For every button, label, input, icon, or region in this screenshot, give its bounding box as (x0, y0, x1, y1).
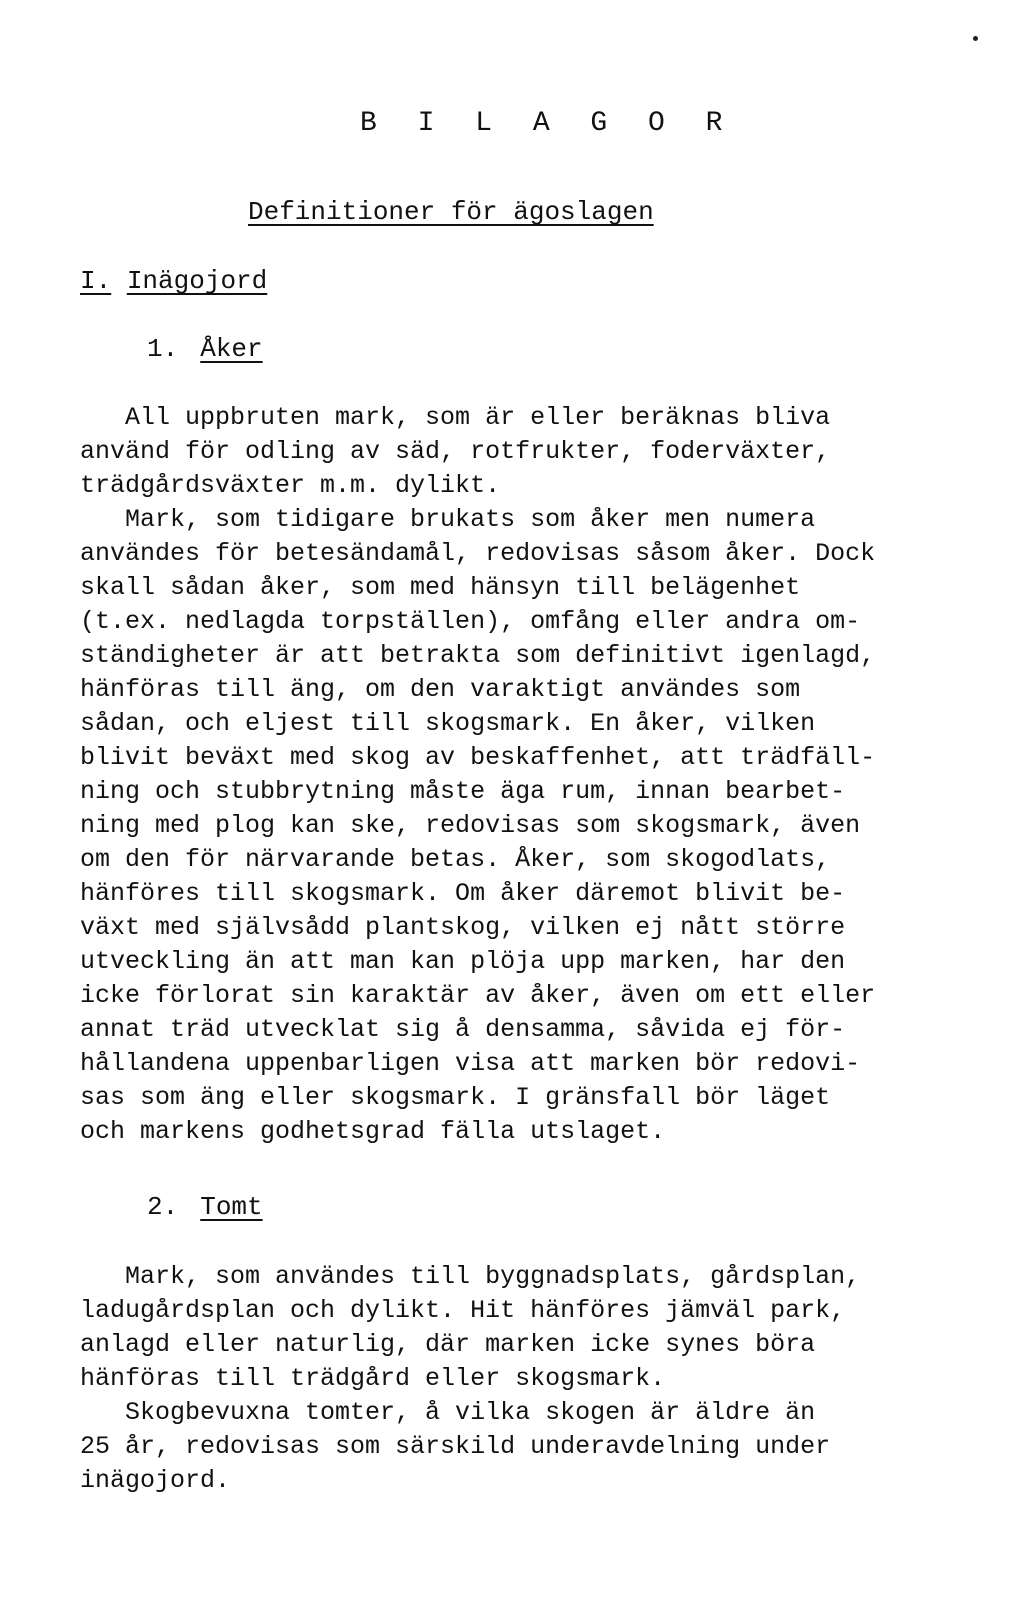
text-line: icke förlorat sin karaktär av åker, även om ett eller (80, 981, 876, 1010)
text-line: Skogbevuxna tomter, å vilka skogen är äldre än (80, 1398, 816, 1427)
text-line: använd för odling av säd, rotfrukter, foderväxter, (80, 437, 831, 466)
text-line: sas som äng eller skogsmark. I gränsfall bör läget (80, 1083, 831, 1112)
text-line: växt med självsådd plantskog, vilken ej nått större (80, 913, 846, 942)
text-line: om den för närvarande betas. Åker, som skogodlats, (80, 845, 831, 874)
section-heading (80, 266, 267, 296)
document-title: B I L A G O R (360, 108, 735, 139)
text-line: ning med plog kan ske, redovisas som skogsmark, även (80, 811, 861, 840)
text-line: hållandena uppenbarligen visa att marken bör redovi- (80, 1049, 861, 1078)
text-line: ning och stubbrytning måste äga rum, innan bearbet- (80, 777, 846, 806)
subsection-heading-aker (147, 334, 263, 364)
text-line: hänföres till skogsmark. Om åker däremot blivit be- (80, 879, 846, 908)
scan-speck (973, 36, 978, 41)
text-line: hänföras till trädgård eller skogsmark. (80, 1364, 666, 1393)
text-line: skall sådan åker, som med hänsyn till belägenhet (80, 573, 801, 602)
text-line: trädgårdsväxter m.m. dylikt. (80, 471, 501, 500)
text-line: (t.ex. nedlagda torpställen), omfång eller andra om- (80, 607, 861, 636)
text-line: utveckling än att man kan plöja upp marken, har den (80, 947, 846, 976)
text-line: inägojord. (80, 1466, 231, 1495)
text-line: anlagd eller naturlig, där marken icke synes böra (80, 1330, 816, 1359)
subsection-number: 2. (147, 1192, 179, 1222)
subsection-title: Åker (200, 334, 263, 364)
text-line: hänföras till äng, om den varaktigt användes som (80, 675, 801, 704)
subsection-heading-tomt (147, 1192, 263, 1222)
text-line: och markens godhetsgrad fälla utslaget. (80, 1117, 666, 1146)
subsection-number: 1. (147, 334, 179, 364)
text-line: ladugårdsplan och dylikt. Hit hänföres jämväl park, (80, 1296, 846, 1325)
section-number: I. (80, 266, 112, 296)
subsection-text-aker (80, 401, 980, 1149)
text-line: 25 år, redovisas som särskild underavdelning under (80, 1432, 831, 1461)
subsection-title: Tomt (200, 1192, 263, 1222)
text-line: sådan, och eljest till skogsmark. En åker, vilken (80, 709, 816, 738)
section-title: Inägojord (126, 266, 268, 296)
subsection-text-tomt (80, 1260, 980, 1498)
text-line: annat träd utvecklat sig å densamma, såvida ej för- (80, 1015, 846, 1044)
text-line: blivit beväxt med skog av beskaffenhet, att trädfäll- (80, 743, 876, 772)
text-line: All uppbruten mark, som är eller beräknas bliva (80, 403, 831, 432)
document-subtitle: Definitioner för ägoslagen (248, 197, 654, 227)
text-line: Mark, som tidigare brukats som åker men numera (80, 505, 816, 534)
text-line: Mark, som användes till byggnadsplats, gårdsplan, (80, 1262, 861, 1291)
text-line: användes för betesändamål, redovisas såsom åker. Dock (80, 539, 876, 568)
text-line: ständigheter är att betrakta som definitivt igenlagd, (80, 641, 876, 670)
